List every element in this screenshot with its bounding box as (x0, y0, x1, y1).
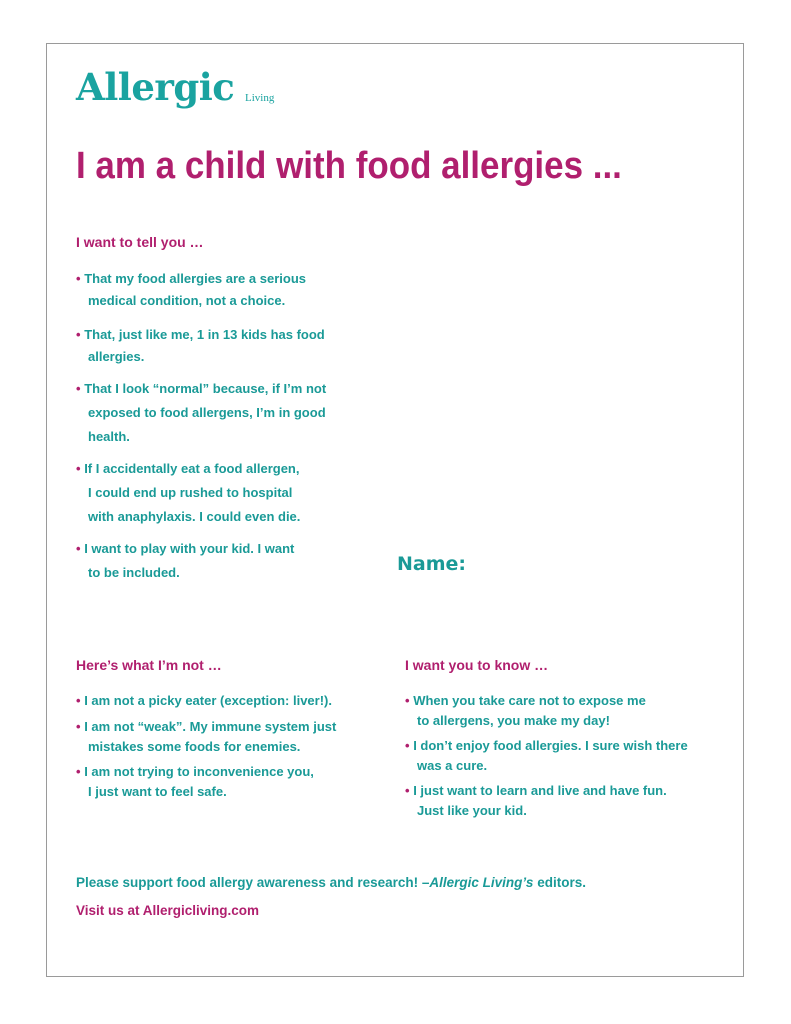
bullet-icon: • (76, 693, 81, 708)
list-item-line: That I look “normal” because, if I’m not (84, 381, 327, 396)
list-item-line: allergies. (88, 349, 145, 364)
section-heading-tell: I want to tell you … (76, 234, 204, 250)
bullet-icon: • (405, 693, 410, 708)
section-heading-not: Here’s what I’m not … (76, 657, 222, 673)
list-item-line: with anaphylaxis. I could even die. (88, 509, 301, 524)
list-item-line: I am not a picky eater (exception: liver!). (84, 693, 332, 708)
list-item-line: I just want to learn and live and have fun. (413, 783, 667, 798)
list-item (405, 737, 688, 775)
page-title: I am a child with food allergies ... (76, 145, 622, 187)
list-item (76, 270, 306, 310)
list-item (76, 460, 300, 526)
list-item-line: to allergens, you make my day! (417, 713, 610, 728)
list-item (405, 782, 667, 820)
list-item-line: health. (88, 429, 130, 444)
list-item-line: I want to play with your kid. I want (84, 541, 295, 556)
list-item-line: That my food allergies are a serious (84, 271, 306, 286)
list-item-line: I just want to feel safe. (88, 784, 227, 799)
section-heading-know: I want you to know … (405, 657, 549, 673)
list-item-line: medical condition, not a choice. (88, 293, 286, 308)
bullet-icon: • (405, 738, 410, 753)
brand-logo: Allergic (76, 65, 235, 109)
support-suffix: editors. (533, 875, 586, 890)
support-prefix: Please support food allergy awareness and research! – (76, 875, 430, 890)
support-italic: Allergic Living’s (429, 875, 534, 890)
list-item-line: If I accidentally eat a food allergen, (84, 461, 300, 476)
support-message (76, 875, 586, 890)
list-item (76, 763, 314, 801)
bullet-icon: • (76, 381, 81, 396)
list-item-line: to be included. (88, 565, 180, 580)
list-item-line: That, just like me, 1 in 13 kids has food (84, 327, 325, 342)
name-label: Name: (397, 553, 467, 575)
list-item-line: I am not trying to inconvenience you, (84, 764, 314, 779)
bullet-icon: • (76, 764, 81, 779)
visit-link[interactable]: Visit us at Allergicliving.com (76, 903, 260, 918)
list-item (76, 540, 294, 582)
list-item-line: was a cure. (417, 758, 488, 773)
bullet-icon: • (76, 271, 81, 286)
list-item-line: Just like your kid. (417, 803, 527, 818)
bullet-icon: • (76, 541, 81, 556)
bullet-icon: • (76, 719, 81, 734)
list-item-line: I don’t enjoy food allergies. I sure wish there (413, 738, 688, 753)
list-item-line: exposed to food allergens, I’m in good (88, 405, 326, 420)
list-item-line: When you take care not to expose me (413, 693, 646, 708)
bullet-icon: • (76, 327, 81, 342)
brand-logo-sub: Living (245, 92, 275, 104)
list-item-line: I am not “weak”. My immune system just (84, 719, 337, 734)
list-item (76, 380, 326, 446)
list-item-line: mistakes some foods for enemies. (88, 739, 301, 754)
list-item (76, 326, 325, 366)
list-item (76, 692, 332, 710)
bullet-icon: • (405, 783, 410, 798)
list-item (76, 718, 336, 756)
list-item-line: I could end up rushed to hospital (88, 485, 293, 500)
list-item (405, 692, 646, 730)
bullet-icon: • (76, 461, 81, 476)
